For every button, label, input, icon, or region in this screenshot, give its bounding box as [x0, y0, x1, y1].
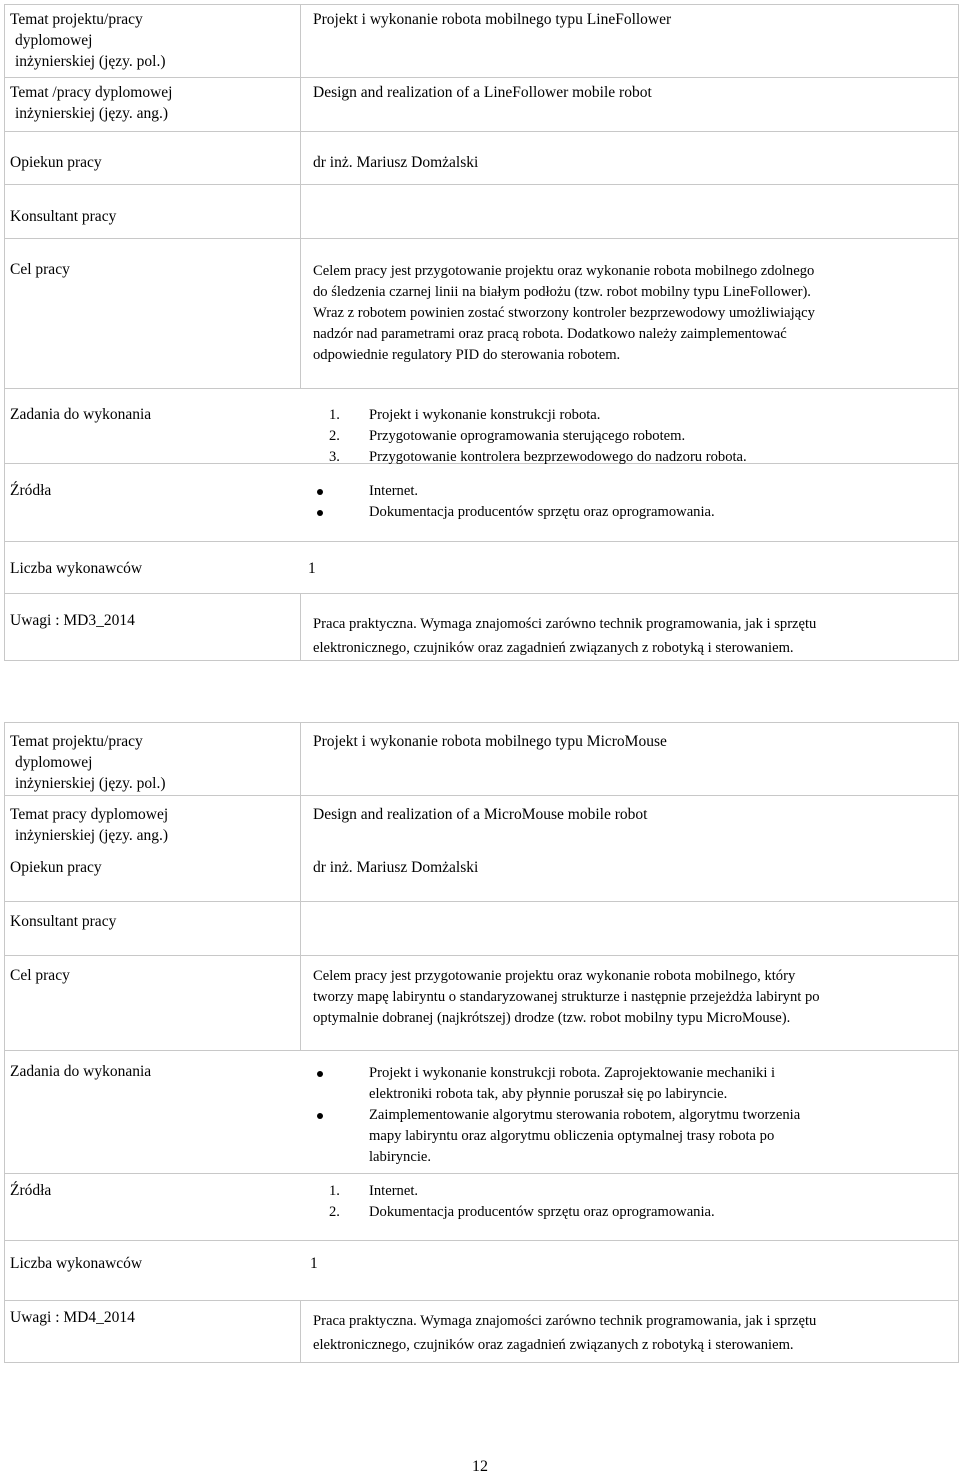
topic-en-value: Design and realization of a MicroMouse mobile robot	[313, 806, 648, 823]
sources-row	[4, 464, 959, 542]
topic-en-label: Temat /pracy dyplomowej inżynierskiej (języ. ang.)	[10, 84, 173, 122]
notes-row	[4, 594, 959, 661]
topic-en-label: Temat pracy dyplomowej inżynierskiej (języ. ang.)	[10, 806, 169, 844]
consultant-row	[4, 902, 959, 956]
count-value: 1	[310, 1255, 318, 1272]
list-item: Zaimplementowanie algorytmu sterowania robotem, algorytmu tworzenia mapy labiryntu oraz algorytmu obliczenia optymalnej trasy robota po labiryncie.	[295, 1105, 935, 1168]
goal-row	[4, 956, 959, 1051]
topic-pl-row	[4, 4, 959, 78]
notes-text: Praca praktyczna. Wymaga znajomości zarówno technik programowania, jak i sprzętu elektronicznego, czujników oraz zagadnień związanych z robotyką i sterowaniem.	[313, 1313, 817, 1353]
sources-row	[4, 1174, 959, 1241]
tasks-label: Zadania do wykonania	[10, 406, 152, 423]
topic-pl-value: Projekt i wykonanie robota mobilnego typu LineFollower	[313, 11, 672, 28]
sources-label: Źródła	[10, 1182, 52, 1199]
sources-label: Źródła	[10, 482, 52, 499]
goal-text: Celem pracy jest przygotowanie projektu oraz wykonanie robota mobilnego, który tworzy mapę labiryntu o standaryzowanej strukturze i następnie przejeżdża labirynt po optymalnie dobranej (najkrótszej) drodze (tzw. robot mobilny typu MicroMouse).	[313, 968, 820, 1026]
notes-label: Uwagi : MD4_2014	[10, 1309, 135, 1326]
consultant-row	[4, 185, 959, 239]
bullet-icon	[317, 510, 323, 516]
supervisor-value: dr inż. Mariusz Domżalski	[313, 154, 479, 171]
sources-list	[295, 1181, 935, 1223]
tasks-label: Zadania do wykonania	[10, 1063, 152, 1080]
list-item: 3. Przygotowanie kontrolera bezprzewodowego do nadzoru robota.	[329, 449, 747, 465]
count-row	[4, 542, 959, 594]
page-number: 12	[472, 1458, 488, 1475]
goal-label: Cel pracy	[10, 967, 70, 984]
list-item: 1. Internet.	[329, 1183, 419, 1199]
list-item: Dokumentacja producentów sprzętu oraz oprogramowania.	[295, 502, 935, 523]
tasks-row	[4, 1051, 959, 1174]
bullet-icon	[317, 1071, 323, 1077]
topic-en-row	[4, 796, 959, 848]
notes-label: Uwagi : MD3_2014	[10, 612, 135, 629]
tasks-list	[295, 1063, 935, 1168]
supervisor-label: Opiekun pracy	[10, 154, 102, 171]
count-label: Liczba wykonawców	[10, 560, 143, 577]
goal-row	[4, 239, 959, 389]
topic-pl-label: Temat projektu/pracy dyplomowej inżynierskiej (języ. pol.)	[10, 733, 166, 792]
list-item: Internet.	[295, 481, 935, 502]
list-item: 2. Przygotowanie oprogramowania sterującego robotem.	[329, 428, 686, 444]
count-row	[4, 1241, 959, 1301]
goal-text: Celem pracy jest przygotowanie projektu oraz wykonanie robota mobilnego zdolnego do śledzenia czarnej linii na białym podłożu (tzw. robot mobilny typu LineFollower). Wraz z robotem powinien zostać stworzony kontroler bezprzewodowy umożliwiający nadzór nad parametrami oraz pracą robota. Dodatkowo należy zaimplementować odpowiednie regulatory PID do sterowania robotem.	[313, 263, 815, 363]
consultant-label: Konsultant pracy	[10, 208, 117, 225]
topic-pl-row	[4, 722, 959, 796]
notes-row	[4, 1301, 959, 1363]
goal-label: Cel pracy	[10, 261, 70, 278]
notes-text: Praca praktyczna. Wymaga znajomości zarówno technik programowania, jak i sprzętu elektronicznego, czujników oraz zagadnień związanych z robotyką i sterowaniem.	[313, 616, 817, 656]
topic-en-value: Design and realization of a LineFollower mobile robot	[313, 84, 652, 101]
topic-pl-value: Projekt i wykonanie robota mobilnego typu MicroMouse	[313, 733, 667, 750]
supervisor-row	[4, 848, 959, 902]
count-label: Liczba wykonawców	[10, 1255, 143, 1272]
bullet-icon	[317, 1113, 323, 1119]
consultant-label: Konsultant pracy	[10, 913, 117, 930]
count-value: 1	[308, 560, 316, 577]
supervisor-label: Opiekun pracy	[10, 859, 102, 876]
topic-pl-label: Temat projektu/pracy dyplomowej inżynierskiej (języ. pol.)	[10, 11, 166, 70]
list-item: 2. Dokumentacja producentów sprzętu oraz oprogramowania.	[329, 1204, 715, 1220]
supervisor-row	[4, 132, 959, 185]
tasks-list	[295, 405, 935, 468]
supervisor-value: dr inż. Mariusz Domżalski	[313, 859, 479, 876]
list-item: Projekt i wykonanie konstrukcji robota. Zaprojektowanie mechaniki i elektroniki robota tak, aby płynnie poruszał się po labiryncie.	[295, 1063, 935, 1105]
topic-en-row	[4, 78, 959, 132]
list-item: 1. Projekt i wykonanie konstrukcji robota.	[329, 407, 601, 423]
bullet-icon	[317, 489, 323, 495]
sources-list	[295, 481, 935, 523]
tasks-row	[4, 389, 959, 464]
